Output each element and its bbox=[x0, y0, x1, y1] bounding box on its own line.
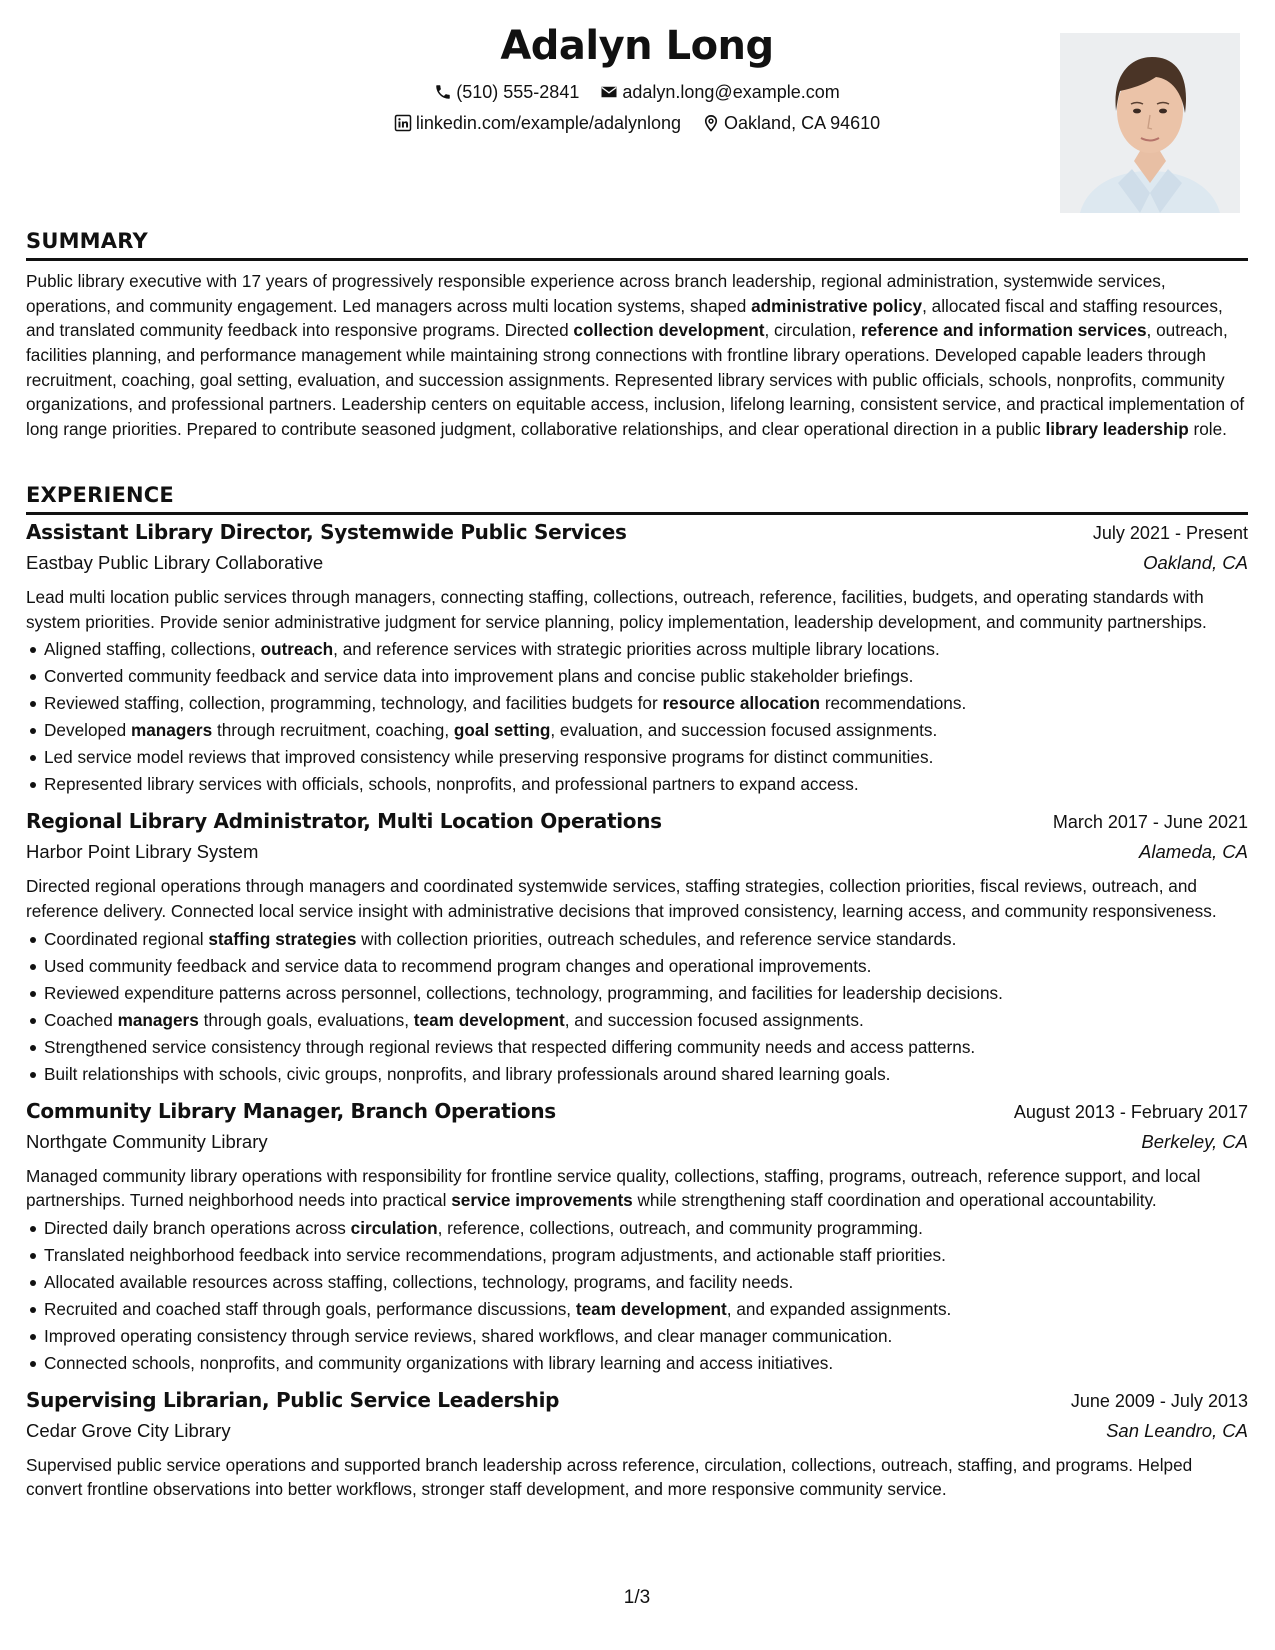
job-bullets bbox=[26, 926, 1248, 1088]
phone-icon bbox=[434, 83, 452, 101]
job-description: Lead multi location public services through managers, connecting staffing, collections, outreach, reference, facilities, budgets, and operating standards with system priorities. Provide senior administrative judgment for service planning, policy implementation, leadership development, and community partnerships. bbox=[26, 587, 1207, 632]
job-location: Berkeley, CA bbox=[1141, 1130, 1248, 1152]
linkedin-icon bbox=[394, 114, 412, 132]
summary-text: Public library executive with 17 years of progressively responsible experience across branch leadership, regional administration, systemwide services, operations, and community engagement. Led managers across multi location systems, shaped administrative policy, allocated fiscal and staffing resources, and translated community feedback into responsive programs. Directed collection development, circulation, reference and information services, outreach, facilities planning, and performance management while maintaining strong connections with frontline library operations. Developed capable leaders through recruitment, coaching, goal setting, evaluation, and succession assignments. Represented library services with public officials, schools, nonprofits, community organizations, and professional partners. Leadership centers on equitable access, inclusion, lifelong learning, consistent service, and practical implementation of long range priorities. Prepared to contribute seasoned judgment, collaborative relationships, and clear operational direction in a public library leadership role. bbox=[26, 271, 1245, 439]
experience-heading: EXPERIENCE bbox=[26, 481, 1248, 515]
job-description: Directed regional operations through managers and coordinated systemwide services, staffing strategies, collection priorities, fiscal reviews, outreach, and reference delivery. Connected local service insight with administrative decisions that improved consistency, learning access, and community responsiveness. bbox=[26, 876, 1217, 921]
contact-linkedin[interactable] bbox=[394, 111, 681, 135]
experience-section bbox=[26, 481, 1248, 1512]
job-location: Alameda, CA bbox=[1139, 841, 1248, 863]
bullet-item: Coached managers through goals, evaluations, team development, and succession focused assignments. bbox=[26, 1007, 1248, 1034]
bullet-item: Allocated available resources across staffing, collections, technology, programs, and facility needs. bbox=[26, 1269, 1248, 1296]
job-entry bbox=[26, 808, 1248, 1087]
envelope-icon bbox=[600, 83, 618, 101]
resume-header bbox=[26, 0, 1248, 225]
bullet-item: Reviewed expenditure patterns across personnel, collections, technology, programming, and facilities for leadership decisions. bbox=[26, 980, 1248, 1007]
email-link[interactable]: adalyn.long@example.com bbox=[622, 82, 840, 102]
bullet-item: Improved operating consistency through service reviews, shared workflows, and clear manager communication. bbox=[26, 1323, 1248, 1350]
job-location: San Leandro, CA bbox=[1106, 1419, 1248, 1441]
job-entry bbox=[26, 1387, 1248, 1502]
candidate-name: Adalyn Long bbox=[500, 23, 774, 69]
contact-email[interactable] bbox=[600, 80, 839, 104]
bullet-item: Aligned staffing, collections, outreach, and reference services with strategic priorities across multiple library locations. bbox=[26, 636, 1248, 663]
linkedin-link[interactable]: linkedin.com/example/adalynlong bbox=[415, 113, 682, 133]
page-number: 1/3 bbox=[623, 1587, 651, 1608]
job-title: Community Library Manager, Branch Operations bbox=[26, 1098, 556, 1123]
bullet-item: Translated neighborhood feedback into service recommendations, program adjustments, and actionable staff priorities. bbox=[26, 1242, 1248, 1269]
map-pin-icon bbox=[702, 114, 720, 132]
job-description: Managed community library operations with responsibility for frontline service quality, collections, staffing, programs, outreach, reference support, and local partnerships. Turned neighborhood needs into practical service improvements while strengthening staff coordination and operational accountability. bbox=[26, 1165, 1201, 1211]
summary-heading: SUMMARY bbox=[26, 227, 1248, 261]
job-organization: Harbor Point Library System bbox=[26, 841, 259, 863]
job-organization: Northgate Community Library bbox=[26, 1130, 268, 1152]
contact-phone bbox=[434, 80, 579, 104]
job-dates: August 2013 - February 2017 bbox=[1013, 1101, 1248, 1122]
contact-location bbox=[702, 111, 880, 135]
job-dates: June 2009 - July 2013 bbox=[1070, 1390, 1248, 1411]
phone-text: (510) 555-2841 bbox=[456, 82, 580, 102]
bullet-item: Directed daily branch operations across circulation, reference, collections, outreach, and community programming. bbox=[26, 1215, 1248, 1242]
job-description: Supervised public service operations and supported branch leadership across reference, circulation, collections, outreach, staffing, and programs. Helped convert frontline observations into better workflows, stronger staff development, and more responsive community service. bbox=[26, 1454, 1193, 1500]
bullet-item: Converted community feedback and service data into improvement plans and concise public stakeholder briefings. bbox=[26, 663, 1248, 690]
bullet-item: Reviewed staffing, collection, programming, technology, and facilities budgets for resource allocation recommendations. bbox=[26, 690, 1248, 717]
job-title: Assistant Library Director, Systemwide Public Services bbox=[26, 520, 627, 545]
resume-page bbox=[26, 0, 1248, 1650]
job-title: Supervising Librarian, Public Service Leadership bbox=[26, 1387, 560, 1412]
job-organization: Eastbay Public Library Collaborative bbox=[26, 552, 324, 574]
bullet-item: Represented library services with officials, schools, nonprofits, and professional partners to expand access. bbox=[26, 771, 1248, 798]
profile-photo bbox=[1060, 33, 1240, 213]
bullet-item: Coordinated regional staffing strategies with collection priorities, outreach schedules, and reference service standards. bbox=[26, 926, 1248, 953]
job-entry bbox=[26, 519, 1248, 798]
bullet-item: Strengthened service consistency through regional reviews that respected differing community needs and access patterns. bbox=[26, 1034, 1248, 1061]
bullet-item: Built relationships with schools, civic groups, nonprofits, and library professionals around shared learning goals. bbox=[26, 1061, 1248, 1088]
summary-section bbox=[26, 227, 1248, 441]
job-entry bbox=[26, 1098, 1248, 1377]
bullet-item: Led service model reviews that improved consistency while preserving responsive programs for distinct communities. bbox=[26, 744, 1248, 771]
profile-photo-image bbox=[1060, 33, 1240, 213]
location-text: Oakland, CA 94610 bbox=[724, 113, 881, 133]
job-bullets bbox=[26, 636, 1248, 798]
job-dates: March 2017 - June 2021 bbox=[1052, 812, 1248, 833]
bullet-item: Connected schools, nonprofits, and community organizations with library learning and access initiatives. bbox=[26, 1350, 1248, 1377]
bullet-item: Used community feedback and service data to recommend program changes and operational improvements. bbox=[26, 953, 1248, 980]
job-title: Regional Library Administrator, Multi Location Operations bbox=[26, 809, 662, 834]
job-dates: July 2021 - Present bbox=[1092, 523, 1248, 544]
job-organization: Cedar Grove City Library bbox=[26, 1419, 231, 1441]
bullet-item: Recruited and coached staff through goals, performance discussions, team development, and expanded assignments. bbox=[26, 1296, 1248, 1323]
job-location: Oakland, CA bbox=[1143, 552, 1248, 574]
bullet-item: Developed managers through recruitment, coaching, goal setting, evaluation, and succession focused assignments. bbox=[26, 717, 1248, 744]
job-bullets bbox=[26, 1215, 1248, 1377]
